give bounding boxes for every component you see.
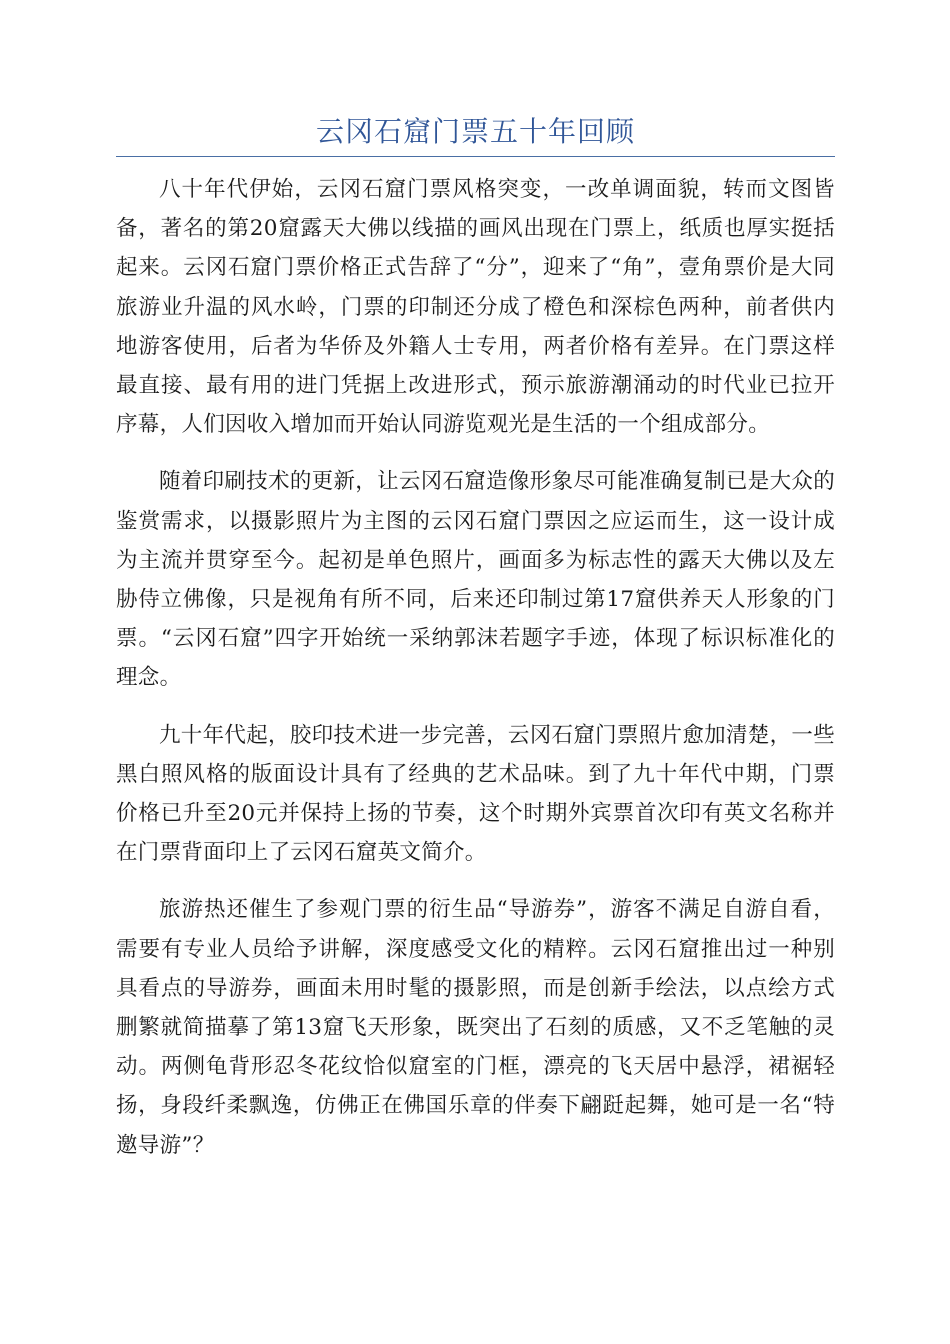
paragraph-2: 随着印刷技术的更新，让云冈石窟造像形象尽可能准确复制已是大众的鉴赏需求，以摄影照片为主图的云冈石窟门票因之应运而生，这一设计成为主流并贯穿至今。起初是单色照片，画面多为标志性的露天大佛以及左胁侍立佛像，只是视角有所不同，后来还印制过第17窟供养天人形象的门票。“云冈石窟”四字开始统一采纳郭沫若题字手迹，体现了标识标准化的理念。 bbox=[116, 469, 835, 691]
document-body bbox=[116, 170, 835, 1183]
paragraph-4: 旅游热还催生了参观门票的衍生品“导游券”，游客不满足自游自看，需要有专业人员给予讲解，深度感受文化的精粹。云冈石窟推出过一种别具看点的导游券，画面未用时髦的摄影照，而是创新手绘法，以点绘方式删繁就简描摹了第13窟飞天形象，既突出了石刻的质感，又不乏笔触的灵动。两侧龟背形忍冬花纹恰似窟室的门框，漂亮的飞天居中悬浮，裙裾轻扬，身段纤柔飘逸，仿佛正在佛国乐章的伴奏下翩跹起舞，她可是一名“特邀导游”？ bbox=[116, 897, 835, 1158]
paragraph-3: 九十年代起，胶印技术进一步完善，云冈石窟门票照片愈加清楚，一些黑白照风格的版面设计具有了经典的艺术品味。到了九十年代中期，门票价格已升至20元并保持上扬的节奏，这个时期外宾票首次印有英文名称并在门票背面印上了云冈石窟英文简介。 bbox=[116, 722, 835, 866]
document-title: 云冈石窟门票五十年回顾 bbox=[315, 115, 635, 148]
title-block bbox=[116, 112, 835, 157]
paragraph-1: 八十年代伊始，云冈石窟门票风格突变，一改单调面貌，转而文图皆备，著名的第20窟露天大佛以线描的画风出现在门票上，纸质也厚实挺括起来。云冈石窟门票价格正式告辞了“分”，迎来了“角”，壹角票价是大同旅游业升温的风水岭，门票的印制还分成了橙色和深棕色两种，前者供内地游客使用，后者为华侨及外籍人士专用，两者价格有差异。在门票这样最直接、最有用的进门凭据上改进形式，预示旅游潮涌动的时代业已拉开序幕，人们因收入增加而开始认同游览观光是生活的一个组成部分。 bbox=[116, 177, 835, 438]
